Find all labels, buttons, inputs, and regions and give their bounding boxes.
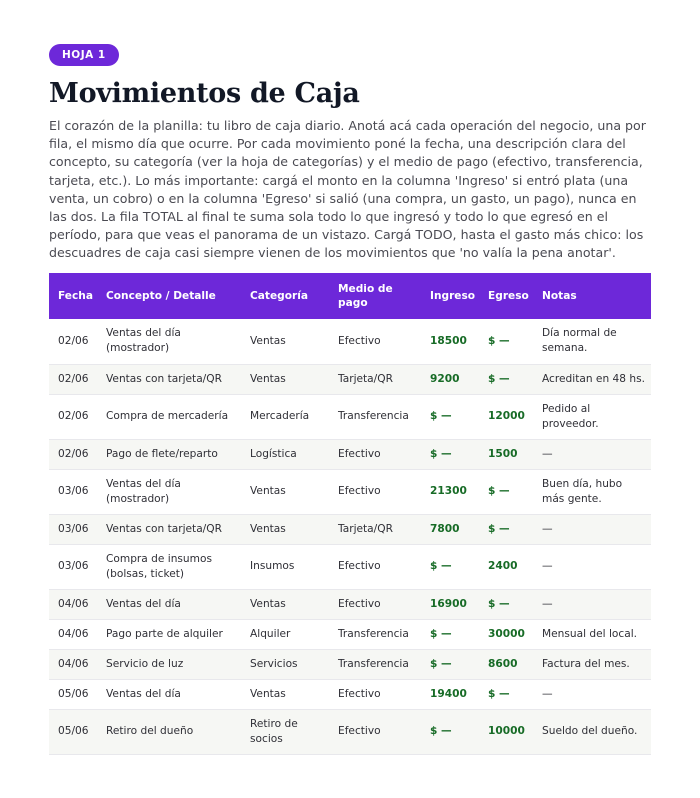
cell-concepto[interactable]: Compra de mercadería xyxy=(97,394,241,439)
cell-concepto[interactable]: Ventas del día (mostrador) xyxy=(97,469,241,514)
cell-notas[interactable]: Sueldo del dueño. xyxy=(533,709,651,754)
cell-notas[interactable]: Factura del mes. xyxy=(533,649,651,679)
cell-egreso[interactable]: $ — xyxy=(479,589,533,619)
column-header-medio: Medio de pago xyxy=(329,273,421,319)
cell-notas[interactable]: Acreditan en 48 hs. xyxy=(533,364,651,394)
cell-concepto[interactable]: Ventas del día (mostrador) xyxy=(97,319,241,364)
cell-fecha[interactable]: 04/06 xyxy=(49,589,97,619)
cell-ingreso[interactable]: $ — xyxy=(421,544,479,589)
column-header-notas: Notas xyxy=(533,273,651,319)
cell-medio[interactable]: Efectivo xyxy=(329,439,421,469)
cell-fecha[interactable]: 05/06 xyxy=(49,709,97,754)
cell-egreso[interactable]: $ — xyxy=(479,469,533,514)
cell-categoria[interactable]: Retiro de socios xyxy=(241,709,329,754)
table-row xyxy=(49,439,651,469)
column-header-fecha: Fecha xyxy=(49,273,97,319)
table-row xyxy=(49,364,651,394)
cell-medio[interactable]: Transferencia xyxy=(329,649,421,679)
cell-categoria[interactable]: Ventas xyxy=(241,679,329,709)
cell-ingreso[interactable]: 7800 xyxy=(421,514,479,544)
table-row xyxy=(49,319,651,364)
table-row xyxy=(49,619,651,649)
cell-egreso[interactable]: $ — xyxy=(479,319,533,364)
cell-ingreso[interactable]: 19400 xyxy=(421,679,479,709)
cell-medio[interactable]: Tarjeta/QR xyxy=(329,514,421,544)
cash-movements-table xyxy=(49,273,651,755)
table-row xyxy=(49,709,651,754)
cell-concepto[interactable]: Pago de flete/reparto xyxy=(97,439,241,469)
cell-fecha[interactable]: 02/06 xyxy=(49,319,97,364)
column-header-categoria: Categoría xyxy=(241,273,329,319)
cell-concepto[interactable]: Pago parte de alquiler xyxy=(97,619,241,649)
cell-egreso[interactable]: 12000 xyxy=(479,394,533,439)
table-row xyxy=(49,394,651,439)
cell-medio[interactable]: Transferencia xyxy=(329,619,421,649)
cell-notas[interactable]: — xyxy=(533,589,651,619)
cell-categoria[interactable]: Alquiler xyxy=(241,619,329,649)
cell-fecha[interactable]: 04/06 xyxy=(49,619,97,649)
cell-fecha[interactable]: 02/06 xyxy=(49,364,97,394)
cell-ingreso[interactable]: $ — xyxy=(421,439,479,469)
cell-categoria[interactable]: Mercadería xyxy=(241,394,329,439)
cell-categoria[interactable]: Ventas xyxy=(241,589,329,619)
cell-notas[interactable]: — xyxy=(533,514,651,544)
cell-egreso[interactable]: 30000 xyxy=(479,619,533,649)
cell-concepto[interactable]: Servicio de luz xyxy=(97,649,241,679)
cell-medio[interactable]: Tarjeta/QR xyxy=(329,364,421,394)
cell-notas[interactable]: — xyxy=(533,544,651,589)
cell-egreso[interactable]: 2400 xyxy=(479,544,533,589)
table-row xyxy=(49,544,651,589)
cell-medio[interactable]: Efectivo xyxy=(329,679,421,709)
cell-fecha[interactable]: 03/06 xyxy=(49,514,97,544)
cell-ingreso[interactable]: 16900 xyxy=(421,589,479,619)
table-row xyxy=(49,679,651,709)
cell-medio[interactable]: Transferencia xyxy=(329,394,421,439)
column-header-concepto: Concepto / Detalle xyxy=(97,273,241,319)
cell-ingreso[interactable]: $ — xyxy=(421,649,479,679)
cell-notas[interactable]: Mensual del local. xyxy=(533,619,651,649)
cell-notas[interactable]: Buen día, hubo más gente. xyxy=(533,469,651,514)
cell-categoria[interactable]: Insumos xyxy=(241,544,329,589)
cell-categoria[interactable]: Ventas xyxy=(241,469,329,514)
page-title: Movimientos de Caja xyxy=(49,78,360,109)
cell-concepto[interactable]: Ventas con tarjeta/QR xyxy=(97,364,241,394)
table-row xyxy=(49,469,651,514)
cell-egreso[interactable]: 1500 xyxy=(479,439,533,469)
table-row xyxy=(49,514,651,544)
cell-categoria[interactable]: Servicios xyxy=(241,649,329,679)
table-row xyxy=(49,649,651,679)
cell-ingreso[interactable]: $ — xyxy=(421,709,479,754)
column-header-egreso: Egreso xyxy=(479,273,533,319)
cell-concepto[interactable]: Retiro del dueño xyxy=(97,709,241,754)
cell-egreso[interactable]: $ — xyxy=(479,514,533,544)
cell-egreso[interactable]: $ — xyxy=(479,364,533,394)
cell-egreso[interactable]: 10000 xyxy=(479,709,533,754)
cell-medio[interactable]: Efectivo xyxy=(329,319,421,364)
intro-text: El corazón de la planilla: tu libro de caja diario. Anotá acá cada operación del negocio, una por fila, el mismo día que ocurre. Por cada movimiento poné la fecha, una descripción clara del concepto, su categoría (ver la hoja de categorías) y el medio de pago (efectivo, transferencia, tarjeta, etc.). Lo más importante: cargá el monto en la columna 'Ingreso' si entró plata (una venta, un cobro) o en la columna 'Egreso' si salió (una compra, un gasto, un pago), nunca en las dos. La fila TOTAL al final te suma sola todo lo que ingresó y todo lo que egresó en el período, para que veas el panorama de un vistazo. Cargá TODO, hasta el gasto más chico: los descuadres de caja casi siempre vienen de los movimientos que 'no valía la pena anotar'. xyxy=(49,118,646,261)
cell-categoria[interactable]: Ventas xyxy=(241,319,329,364)
cell-categoria[interactable]: Logística xyxy=(241,439,329,469)
cell-fecha[interactable]: 03/06 xyxy=(49,544,97,589)
cell-notas[interactable]: — xyxy=(533,439,651,469)
cell-fecha[interactable]: 04/06 xyxy=(49,649,97,679)
cell-concepto[interactable]: Compra de insumos (bolsas, ticket) xyxy=(97,544,241,589)
cell-categoria[interactable]: Ventas xyxy=(241,364,329,394)
column-header-ingreso: Ingreso xyxy=(421,273,479,319)
cell-fecha[interactable]: 02/06 xyxy=(49,439,97,469)
cell-ingreso[interactable]: $ — xyxy=(421,394,479,439)
table-row xyxy=(49,589,651,619)
cell-concepto[interactable]: Ventas del día xyxy=(97,589,241,619)
cell-ingreso[interactable]: 21300 xyxy=(421,469,479,514)
cell-notas[interactable]: Día normal de semana. xyxy=(533,319,651,364)
cell-fecha[interactable]: 03/06 xyxy=(49,469,97,514)
cell-ingreso[interactable]: 18500 xyxy=(421,319,479,364)
cell-categoria[interactable]: Ventas xyxy=(241,514,329,544)
cell-medio[interactable]: Efectivo xyxy=(329,544,421,589)
cell-egreso[interactable]: 8600 xyxy=(479,649,533,679)
cell-notas[interactable]: — xyxy=(533,679,651,709)
cell-fecha[interactable]: 02/06 xyxy=(49,394,97,439)
cell-concepto[interactable]: Ventas del día xyxy=(97,679,241,709)
cell-medio[interactable]: Efectivo xyxy=(329,589,421,619)
cell-notas[interactable]: Pedido al proveedor. xyxy=(533,394,651,439)
cell-medio[interactable]: Efectivo xyxy=(329,709,421,754)
cell-ingreso[interactable]: $ — xyxy=(421,619,479,649)
cell-medio[interactable]: Efectivo xyxy=(329,469,421,514)
cell-fecha[interactable]: 05/06 xyxy=(49,679,97,709)
table-header-row xyxy=(49,273,651,319)
cell-concepto[interactable]: Ventas con tarjeta/QR xyxy=(97,514,241,544)
cell-ingreso[interactable]: 9200 xyxy=(421,364,479,394)
sheet-badge: HOJA 1 xyxy=(49,44,119,66)
cell-egreso[interactable]: $ — xyxy=(479,679,533,709)
